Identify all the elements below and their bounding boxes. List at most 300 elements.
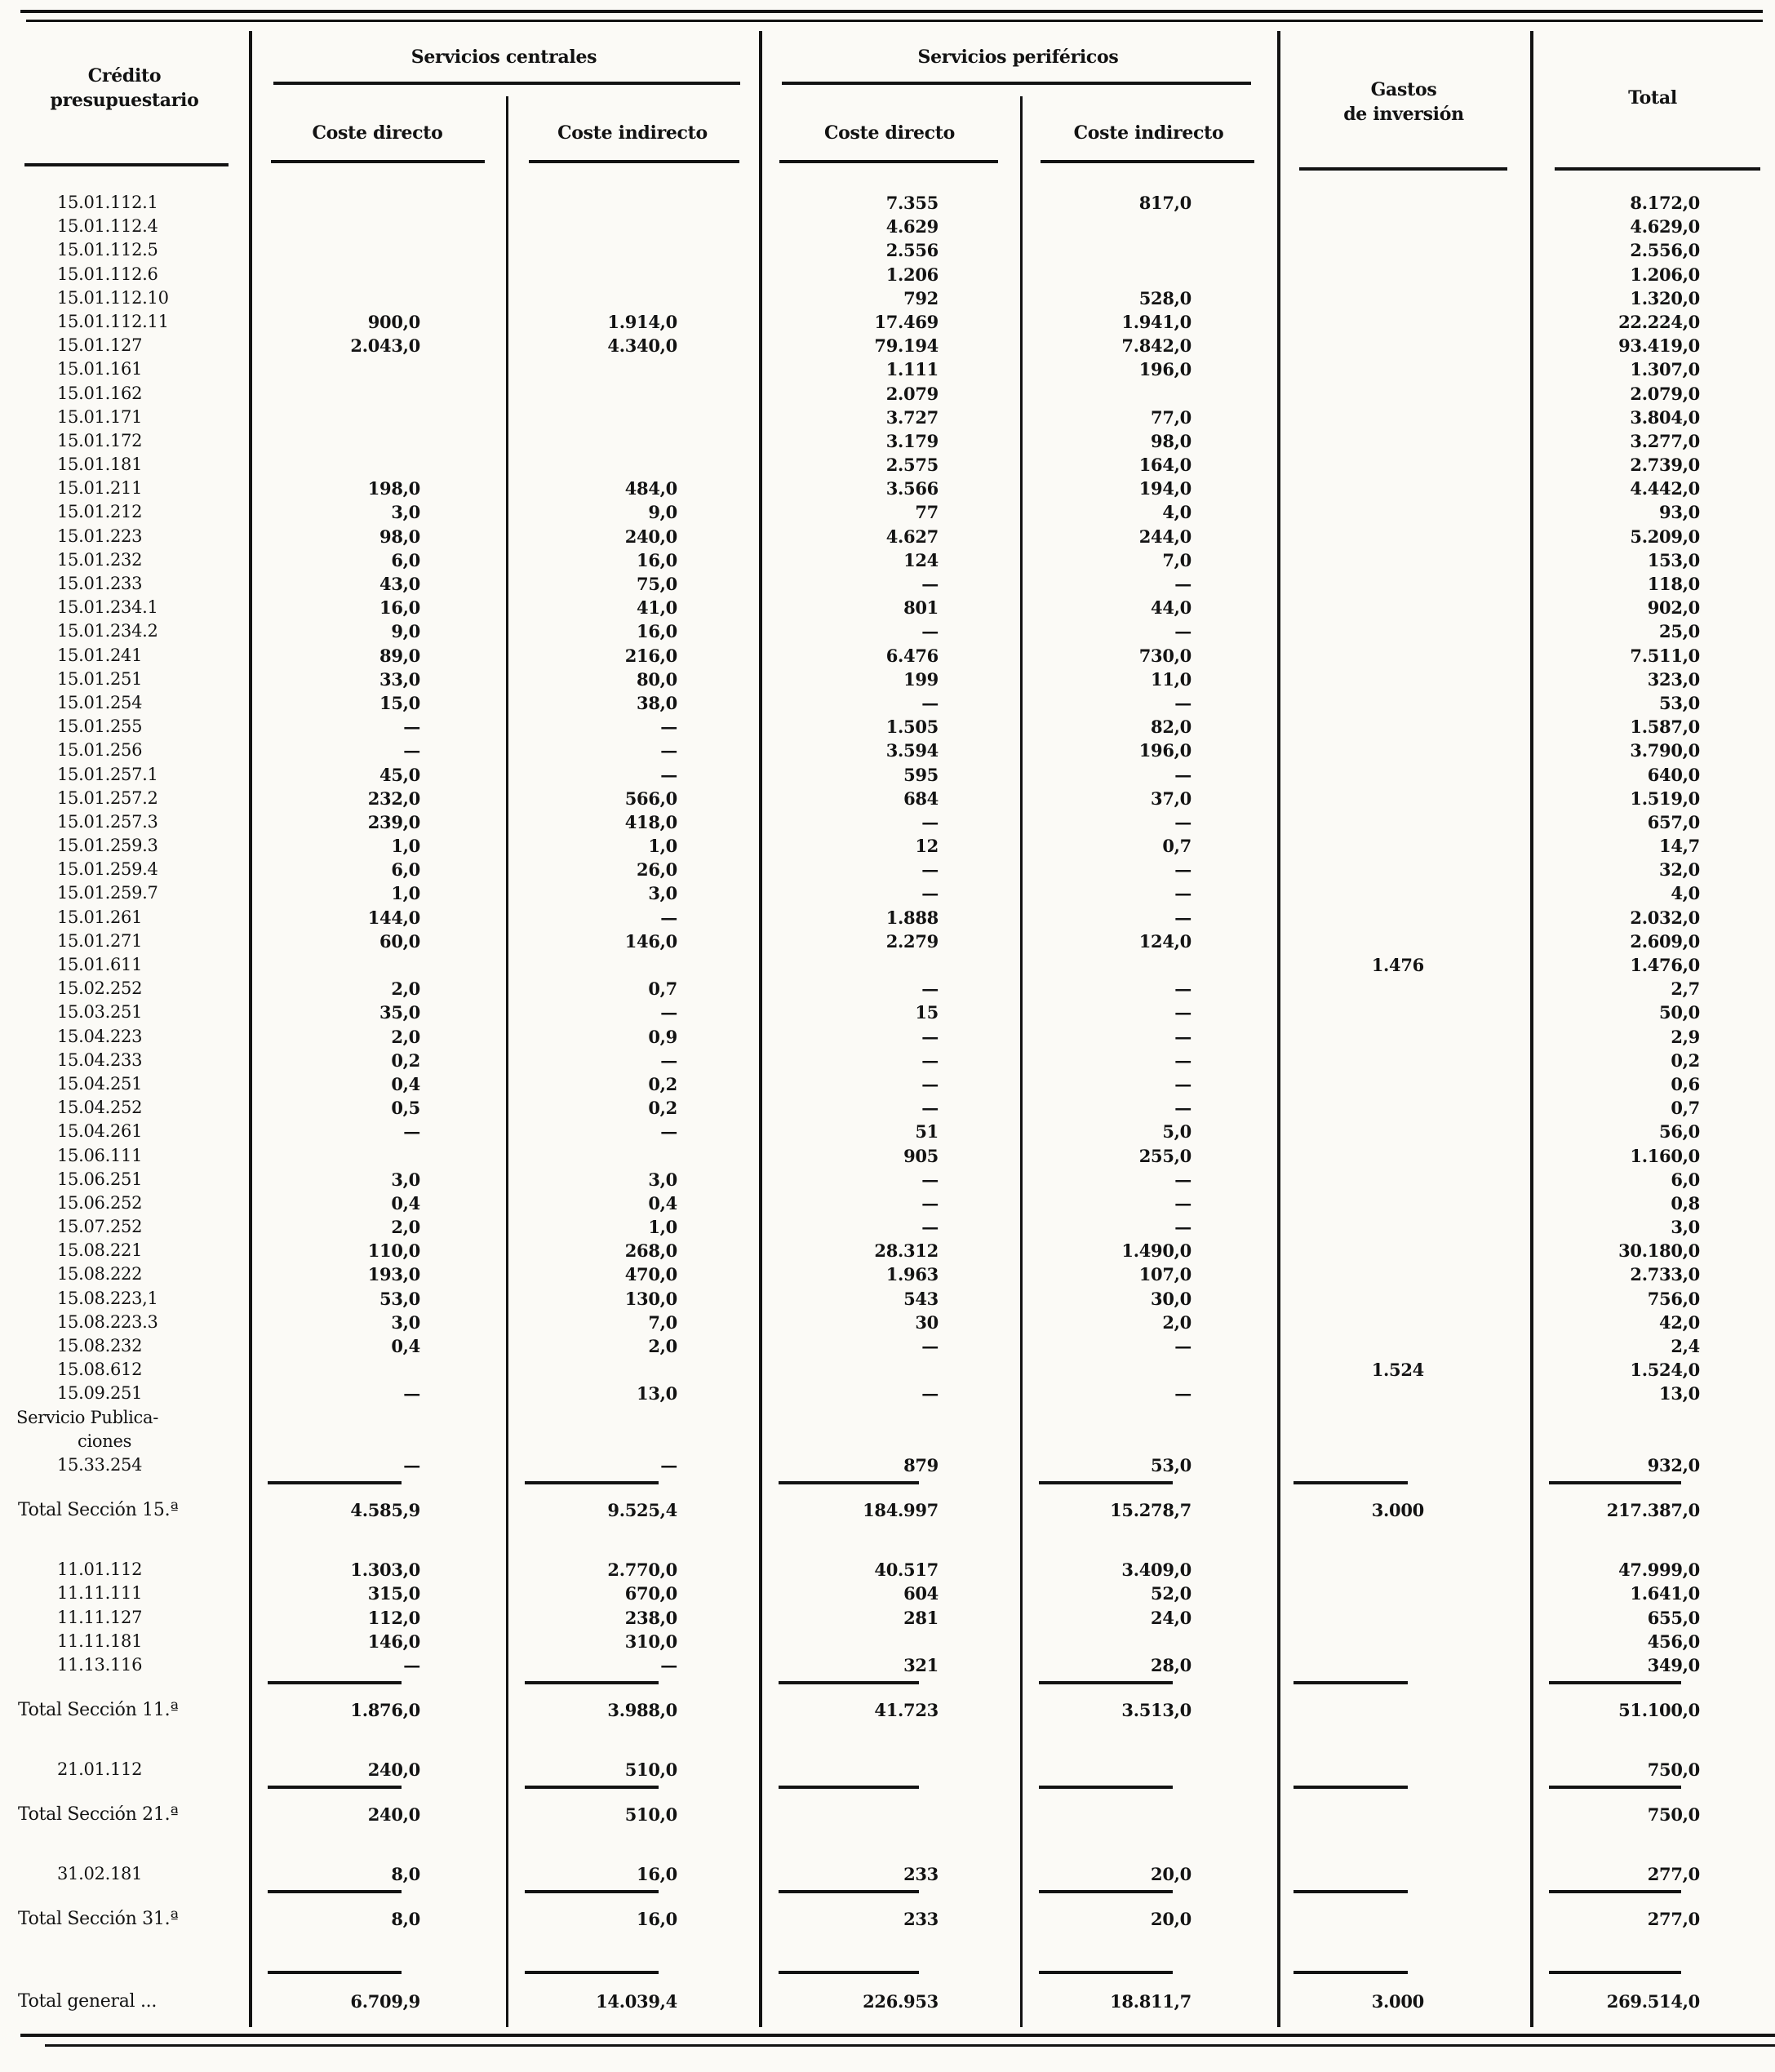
value-cell [1277, 525, 1530, 548]
value-cell [249, 263, 506, 286]
total-row [0, 1688, 1775, 1733]
value-cell [1277, 406, 1530, 429]
dash-cell: — [1174, 1217, 1191, 1238]
table-row [0, 1191, 1775, 1215]
value-cell [506, 382, 759, 406]
dash-cell: — [1174, 1002, 1191, 1023]
table-row [0, 691, 1775, 715]
dash-cell: — [1174, 1026, 1191, 1047]
table-row [0, 334, 1775, 357]
table-row [0, 263, 1775, 286]
value-cell: 77,0 [1151, 406, 1191, 428]
value-cell [249, 1406, 506, 1430]
value-cell: 0,8 [1671, 1192, 1700, 1213]
credit-code-cell: 31.02.181 [57, 1864, 143, 1884]
column-header-coste-indirecto-centrales: Coste indirecto [557, 122, 708, 144]
value-cell [249, 429, 506, 453]
table-row [0, 453, 1775, 477]
value-cell: 13,0 [1659, 1383, 1700, 1404]
rule-cell [1530, 1890, 1775, 1893]
value-cell: 528,0 [1138, 287, 1191, 308]
value-cell: 321 [903, 1654, 939, 1675]
section-rule-line [268, 1971, 402, 1974]
value-cell: 1.524 [1371, 1360, 1424, 1381]
dash-cell: — [1174, 1336, 1191, 1356]
value-cell: 38,0 [637, 692, 677, 713]
value-cell: 3.000 [1371, 1991, 1424, 2012]
table-row [0, 1096, 1775, 1120]
value-cell: 146,0 [367, 1631, 420, 1652]
value-cell [1020, 1758, 1277, 1781]
value-cell: 4.629,0 [1630, 216, 1700, 237]
value-cell: 657,0 [1647, 811, 1700, 832]
section-rule-line [525, 1971, 659, 1974]
dash-cell: — [921, 1073, 939, 1094]
value-cell: 3.594 [885, 740, 939, 761]
credit-code-cell: 15.01.257.2 [57, 788, 158, 808]
value-cell: 239,0 [367, 811, 420, 832]
dash-cell: — [403, 1654, 420, 1675]
table-row [0, 429, 1775, 453]
column-header-gastos-inversion [1277, 78, 1530, 126]
table-row [0, 1120, 1775, 1143]
dash-cell: — [660, 740, 677, 761]
value-cell [1020, 1430, 1277, 1453]
credit-code-cell: 15.06.111 [57, 1145, 143, 1165]
value-cell: 323,0 [1647, 668, 1700, 690]
value-cell: 0,2 [1671, 1049, 1700, 1071]
credit-code-cell: 15.06.251 [57, 1169, 143, 1189]
value-cell [249, 191, 506, 215]
value-cell: 1.876,0 [350, 1700, 420, 1721]
value-cell: 33,0 [379, 668, 420, 690]
value-cell: 7.355 [885, 193, 939, 213]
value-cell [506, 1430, 759, 1453]
value-cell: 3.179 [885, 430, 939, 451]
dash-cell: — [921, 1169, 939, 1190]
table-row [0, 787, 1775, 810]
value-cell [759, 1406, 1020, 1430]
value-cell [249, 382, 506, 406]
value-cell [1277, 1558, 1530, 1582]
value-cell [1277, 787, 1530, 810]
value-cell [1277, 1072, 1530, 1096]
value-cell: 900,0 [367, 311, 420, 332]
section-rule-row [0, 1477, 1775, 1488]
credit-code-cell: 15.04.233 [57, 1049, 143, 1070]
table-row [0, 1382, 1775, 1405]
value-cell [1277, 1897, 1530, 1942]
section-rule-line [268, 1786, 402, 1789]
value-cell: 107,0 [1138, 1264, 1191, 1285]
value-cell [506, 429, 759, 453]
rule-cell [249, 1786, 506, 1789]
credit-code-cell: 15.01.181 [57, 455, 143, 475]
dash-cell: — [921, 1192, 939, 1213]
dash-cell: — [403, 1121, 420, 1142]
section-rule-line [1039, 1681, 1173, 1684]
value-cell: 0,4 [648, 1192, 677, 1213]
value-cell: 35,0 [379, 1002, 420, 1023]
value-cell: 2.043,0 [350, 335, 420, 357]
table-row [0, 1758, 1775, 1781]
credit-code-cell: 15.04.252 [57, 1098, 143, 1118]
credit-code-cell: 15.08.232 [57, 1336, 143, 1355]
table-row [0, 1311, 1775, 1334]
dash-cell: — [1174, 811, 1191, 832]
value-cell [1277, 1606, 1530, 1630]
value-cell [506, 953, 759, 977]
section-rule-line [779, 1786, 919, 1789]
value-cell [1020, 1630, 1277, 1653]
table-row [0, 834, 1775, 858]
value-cell: 310,0 [624, 1631, 677, 1652]
credit-code-cell: 15.01.161 [57, 359, 143, 379]
column-header-coste-directo-centrales: Coste directo [312, 122, 443, 144]
dash-cell: — [1174, 1073, 1191, 1094]
value-cell: 216,0 [624, 645, 677, 666]
header-underline-coste-directo-perifericos [779, 160, 998, 163]
credit-code-cell: 15.01.255 [57, 717, 143, 737]
credit-code-cell: 15.01.211 [57, 478, 143, 499]
value-cell [1277, 1430, 1530, 1453]
value-cell [1277, 1025, 1530, 1049]
dash-cell: — [1174, 883, 1191, 904]
value-cell: 2.770,0 [607, 1560, 677, 1581]
value-cell [506, 191, 759, 215]
value-cell [249, 1430, 506, 1453]
dash-cell: — [921, 1049, 939, 1071]
rule-cell [759, 1890, 1020, 1893]
value-cell: 1,0 [648, 836, 677, 857]
value-cell: 2.079,0 [1630, 383, 1700, 404]
dash-cell: — [1174, 1098, 1191, 1119]
dash-cell: — [660, 764, 677, 785]
credit-code-cell: 11.13.116 [57, 1654, 143, 1675]
value-cell: 2,9 [1671, 1026, 1700, 1047]
credit-code-cell: 15.01.127 [57, 335, 143, 356]
dash-cell: — [660, 1002, 677, 1023]
dash-cell: — [921, 1217, 939, 1238]
value-cell [1277, 596, 1530, 619]
value-cell: 1.963 [885, 1264, 939, 1285]
value-cell [1277, 1001, 1530, 1024]
value-cell: 3,0 [648, 883, 677, 904]
value-cell [1277, 1758, 1530, 1781]
value-cell: 269.514,0 [1606, 1991, 1700, 2012]
value-cell: 1.888 [885, 907, 939, 928]
credit-code-cell: 15.01.261 [57, 907, 143, 927]
rule-cell [1277, 1890, 1530, 1893]
value-cell [249, 286, 506, 310]
value-cell: 6,0 [391, 859, 420, 881]
value-cell: 124 [903, 549, 939, 570]
group-header-servicios-perifericos: Servicios periféricos [917, 47, 1119, 68]
value-cell [1277, 1862, 1530, 1886]
value-cell: 3.727 [885, 406, 939, 428]
dash-cell: — [921, 859, 939, 881]
value-cell [1277, 263, 1530, 286]
value-cell: 196,0 [1138, 359, 1191, 380]
value-cell: 8,0 [391, 1864, 420, 1885]
value-cell: 750,0 [1647, 1759, 1700, 1781]
value-cell: 0,7 [1671, 1098, 1700, 1119]
dash-cell: — [921, 574, 939, 594]
total-row [0, 1977, 1775, 2026]
value-cell [1020, 953, 1277, 977]
table-row [0, 310, 1775, 334]
value-cell: 37,0 [1151, 788, 1191, 809]
credit-code-cell: 15.33.254 [57, 1454, 143, 1475]
value-cell: 16,0 [637, 1909, 677, 1930]
value-cell: 3.000 [1371, 1500, 1424, 1521]
table-row [0, 1239, 1775, 1262]
value-cell: 196,0 [1138, 740, 1191, 761]
credit-code-cell: 15.01.112.4 [57, 216, 158, 237]
value-cell: 8.172,0 [1630, 193, 1700, 213]
value-cell [506, 238, 759, 262]
value-cell [1530, 1406, 1775, 1430]
dash-cell: — [1174, 1383, 1191, 1404]
value-cell [1277, 1287, 1530, 1311]
value-cell: 3.988,0 [607, 1700, 677, 1721]
value-cell [1020, 382, 1277, 406]
value-cell: 79.194 [874, 335, 939, 357]
value-cell: 566,0 [624, 788, 677, 809]
value-cell: 1.303,0 [350, 1560, 420, 1581]
value-cell: 238,0 [624, 1607, 677, 1628]
value-cell [506, 263, 759, 286]
value-cell: 43,0 [379, 574, 420, 594]
gastos-line2: de inversión [1343, 104, 1464, 125]
table-row [0, 930, 1775, 953]
value-cell: 1.587,0 [1630, 717, 1700, 738]
value-cell: 20,0 [1151, 1864, 1191, 1885]
value-cell [1277, 1334, 1530, 1358]
value-cell: 40.517 [874, 1560, 939, 1581]
value-cell [1020, 263, 1277, 286]
credit-code-cell: 15.01.257.3 [57, 811, 158, 832]
value-cell: 543 [903, 1288, 939, 1309]
section-rule-row [0, 1781, 1775, 1792]
table-row [0, 1144, 1775, 1168]
value-cell [1277, 357, 1530, 381]
rule-cell [759, 1971, 1020, 1974]
value-cell: 240,0 [624, 526, 677, 547]
rule-cell [1277, 1971, 1530, 1974]
table-row [0, 238, 1775, 262]
value-cell: 15,0 [379, 692, 420, 713]
credit-code-cell: 15.08.223,1 [57, 1288, 158, 1308]
value-cell: 595 [903, 764, 939, 785]
header-underline-credito [24, 163, 229, 166]
value-cell: 217.387,0 [1606, 1500, 1700, 1521]
credit-code-cell: 11.01.112 [57, 1560, 143, 1580]
value-cell: 730,0 [1138, 645, 1191, 666]
value-cell: 2.609,0 [1630, 930, 1700, 952]
value-cell: 75,0 [637, 574, 677, 594]
dash-cell: — [403, 1454, 420, 1475]
table-row [0, 215, 1775, 238]
rule-cell [1020, 1971, 1277, 1974]
value-cell [1277, 191, 1530, 215]
value-cell [759, 953, 1020, 977]
credit-code-cell: 15.03.251 [57, 1002, 143, 1023]
value-cell [1277, 1239, 1530, 1262]
credito-line1: Crédito [87, 65, 162, 87]
credit-code-cell: 15.01.257.1 [57, 764, 158, 784]
credit-code-cell: 15.01.112.1 [57, 193, 158, 212]
dash-cell: — [403, 740, 420, 761]
value-cell: 4,0 [1671, 883, 1700, 904]
value-cell: 124,0 [1138, 930, 1191, 952]
table-row [0, 906, 1775, 930]
value-cell: 2,4 [1671, 1336, 1700, 1356]
credit-code-cell: 15.01.233 [57, 574, 143, 593]
credit-code-cell: 15.09.251 [57, 1383, 143, 1404]
value-cell [249, 1358, 506, 1382]
dash-cell: — [1174, 621, 1191, 642]
section-rule-line [1549, 1786, 1681, 1789]
credit-code-cell: 15.08.223.3 [57, 1311, 158, 1332]
credito-line2: presupuestario [50, 90, 199, 111]
value-cell [1277, 1120, 1530, 1143]
value-cell [1277, 810, 1530, 834]
value-cell: 1.519,0 [1630, 788, 1700, 809]
value-cell [249, 1144, 506, 1168]
value-cell: 3.277,0 [1630, 430, 1700, 451]
value-cell: 47.999,0 [1618, 1560, 1700, 1581]
credit-code-cell: 15.01.259.4 [57, 859, 158, 880]
value-cell: 1.206 [885, 264, 939, 285]
dash-cell: — [921, 811, 939, 832]
value-cell [1277, 977, 1530, 1001]
value-cell: 470,0 [624, 1264, 677, 1285]
table-row [0, 1168, 1775, 1191]
dash-cell: — [660, 1454, 677, 1475]
dash-cell: — [921, 883, 939, 904]
value-cell: 817,0 [1138, 193, 1191, 213]
section-rule-line [1549, 1971, 1681, 1974]
value-cell: 14,7 [1659, 836, 1700, 857]
credit-code-cell: 15.01.259.3 [57, 836, 158, 856]
value-cell [1020, 1358, 1277, 1382]
column-header-coste-indirecto-perifericos: Coste indirecto [1073, 122, 1224, 144]
value-cell [249, 357, 506, 381]
value-cell: 268,0 [624, 1240, 677, 1262]
value-cell: 7.842,0 [1121, 335, 1191, 357]
value-cell: 30,0 [1151, 1288, 1191, 1309]
dash-cell: — [660, 1049, 677, 1071]
value-cell [506, 215, 759, 238]
value-cell: 3.409,0 [1121, 1560, 1191, 1581]
value-cell: 15 [915, 1002, 939, 1023]
value-cell [506, 406, 759, 429]
dash-cell: — [1174, 1192, 1191, 1213]
value-cell: 756,0 [1647, 1288, 1700, 1309]
credit-code-cell: 21.01.112 [57, 1759, 143, 1780]
value-cell [1277, 739, 1530, 762]
value-cell: 30 [915, 1311, 939, 1333]
table-row [0, 286, 1775, 310]
value-cell [1277, 477, 1530, 500]
value-cell: 240,0 [367, 1804, 420, 1826]
credit-code-cell: 15.01.112.10 [57, 287, 169, 308]
dash-cell: — [660, 907, 677, 928]
table-row [0, 1287, 1775, 1311]
value-cell: 7.511,0 [1630, 645, 1700, 666]
value-cell: 0,4 [391, 1192, 420, 1213]
value-cell: 3.790,0 [1630, 740, 1700, 761]
credit-code-cell: 15.01.172 [57, 430, 143, 450]
table-row [0, 1001, 1775, 1024]
column-header-total: Total [1628, 87, 1677, 109]
value-cell: 0,5 [391, 1098, 420, 1119]
table-row [0, 1582, 1775, 1605]
value-cell: 110,0 [367, 1240, 420, 1262]
value-cell: 12 [915, 836, 939, 857]
table-row [0, 1606, 1775, 1630]
value-cell [1277, 1049, 1530, 1072]
value-cell: 4.629 [885, 216, 939, 237]
value-cell: 2,7 [1671, 978, 1700, 1000]
value-cell [1277, 619, 1530, 643]
value-cell: 26,0 [637, 859, 677, 881]
value-cell: 6,0 [391, 549, 420, 570]
value-cell: 4.627 [885, 526, 939, 547]
value-cell: 604 [903, 1583, 939, 1604]
table-row [0, 1630, 1775, 1653]
value-cell: 4.442,0 [1630, 478, 1700, 499]
value-cell: 1.111 [885, 359, 939, 380]
value-cell: 1.524,0 [1630, 1360, 1700, 1381]
credit-code-cell: 15.08.221 [57, 1240, 143, 1261]
value-cell: 44,0 [1151, 597, 1191, 619]
value-cell: 3,0 [391, 1311, 420, 1333]
rule-cell [1530, 1971, 1775, 1974]
value-cell [1277, 691, 1530, 715]
value-cell [1530, 1430, 1775, 1453]
value-cell [1277, 429, 1530, 453]
table-row [0, 525, 1775, 548]
section-rule-line [525, 1681, 659, 1684]
table-row [0, 739, 1775, 762]
value-cell: 2,0 [391, 1217, 420, 1238]
value-cell: 9,0 [391, 621, 420, 642]
value-cell: 199 [903, 668, 939, 690]
value-cell: 16,0 [379, 597, 420, 619]
rule-cell [249, 1890, 506, 1893]
table-row [0, 406, 1775, 429]
value-cell [1277, 572, 1530, 596]
value-cell [1277, 858, 1530, 881]
rule-cell [759, 1681, 1020, 1684]
value-cell: 2.279 [885, 930, 939, 952]
value-cell: 93.419,0 [1618, 335, 1700, 357]
value-cell [1277, 1382, 1530, 1405]
value-cell: 2,0 [391, 1026, 420, 1047]
value-cell: 3.566 [885, 478, 939, 499]
credit-code-cell: 15.01.232 [57, 549, 143, 570]
column-header-coste-directo-perifericos: Coste directo [823, 122, 956, 144]
value-cell: 3,0 [1671, 1217, 1700, 1238]
table-row [0, 500, 1775, 524]
value-cell: 8,0 [391, 1909, 420, 1930]
header-underline-total [1555, 167, 1760, 171]
credit-code-cell: 15.01.611 [57, 955, 143, 974]
dash-cell: — [660, 717, 677, 738]
credit-code-cell: 15.01.234.2 [57, 621, 158, 641]
